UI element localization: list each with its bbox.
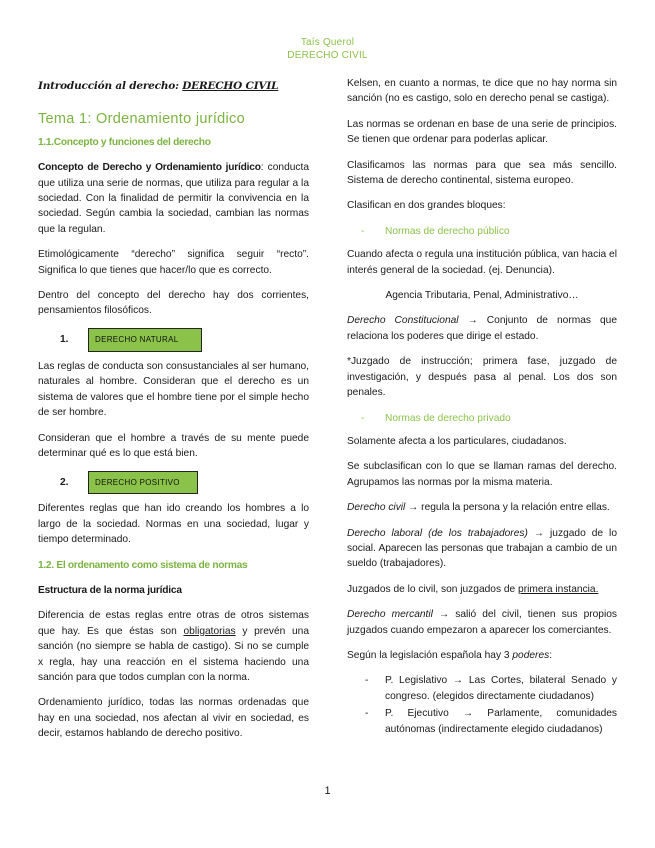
italic-term: Derecho Constitucional (347, 315, 459, 327)
paragraph (347, 582, 617, 597)
paragraph: Solamente afecta a los particulares, ciudadanos. (347, 435, 567, 447)
subheading-estructura: Estructura de la norma jurídica (38, 584, 182, 596)
document-title-subject: DERECHO CIVIL (182, 80, 279, 92)
paragraph-text: → juzgado de lo social. Aparecen las personas que trabajan a cambio de un sueldo (trabajadores). (347, 527, 617, 570)
page-number: 1 (324, 785, 331, 797)
item-number: 2. (60, 476, 69, 488)
numbered-item-1 (38, 329, 309, 351)
paragraph (38, 160, 309, 237)
paragraph: Las reglas de conducta son consustanciales al ser humano, naturales al hombre. Consideran que el derecho es un sistema de valores que el hombre tiene por el simple hecho de ser hombre. (38, 360, 309, 419)
section-heading-1-2: 1.2. El ordenamento como sistema de normas (38, 559, 248, 571)
bullet-text: Normas de derecho privado (385, 412, 511, 424)
section-heading-1-1: 1.1.Concepto y funciones del derecho (38, 136, 211, 148)
paragraph-text: → Conjunto de normas que relaciona los poderes que dirige el estado. (347, 315, 618, 342)
term-bold: Concepto de Derecho y Ordenamiento jurídico (38, 162, 261, 174)
paragraph: Kelsen, en cuanto a normas, te dice que no hay norma sin sanción (no es castigo, solo en derecho penal se castiga). (347, 78, 617, 105)
header-subject: DERECHO CIVIL (287, 50, 368, 61)
list-item (347, 673, 617, 704)
paragraph-text: y prevén una sanción (no siempre se habla de castigo). Si no se cumple x regla, hay una reacción en el sistema haciendo una sanción para que todos cumplan con la norma. (38, 625, 309, 683)
dash-icon: - (361, 412, 365, 424)
paragraph (38, 608, 309, 685)
dash-icon: - (365, 675, 369, 687)
paragraph: Consideran que el hombre a través de su mente puede determinar qué es lo que está bien. (38, 432, 309, 459)
italic-term: poderes (512, 649, 550, 661)
header-author: Taís Querol (300, 37, 355, 48)
paragraph (347, 607, 617, 638)
document-title-prefix: Introducción al derecho: (38, 80, 183, 92)
paragraph-text: → salió del civil, tienen sus propios juzgados cuando empezaron a aparecer los comerciantes. (347, 609, 617, 636)
paragraph: Ordenamiento jurídico, todas las normas ordenadas que hay en una sociedad, nos afectan al vivir en sociedad, es decir, estamos hablando de derecho positivo. (38, 697, 309, 740)
paragraph: Se subclasifican con lo que se llaman ramas del derecho. Agrupamos las normas por la misma materia. (347, 461, 617, 488)
list-item-text: P. Ejecutivo → Parlamente, comunidades autónomas (indirectamente elegido ciudadanos) (385, 708, 617, 735)
label-box-derecho-natural: DERECHO NATURAL (88, 328, 202, 351)
paragraph (347, 500, 617, 515)
paragraph: Cuando afecta o regula una institución pública, van hacia el interés general de la sociedad. (ej. Denuncia). (347, 249, 617, 276)
left-column (38, 76, 309, 752)
label-box-derecho-positivo: DERECHO POSITIVO (88, 471, 198, 494)
paragraph-text: Juzgados de lo civil, son juzgados de (347, 583, 519, 595)
list-item (347, 706, 617, 737)
bullet-derecho-privado (347, 411, 617, 426)
italic-term: Derecho mercantil (347, 609, 433, 621)
paragraph: *Juzgado de instrucción; primera fase, juzgado de investigación, y después pasa al penal. Los dos son penales. (347, 356, 617, 399)
list-item-text: P. Legislativo → Las Cortes, bilateral Senado y congreso. (elegidos directamente ciudadanos) (385, 675, 617, 702)
right-column (347, 76, 617, 739)
item-number: 1. (60, 334, 69, 346)
paragraph: Dentro del concepto del derecho hay dos corrientes, pensamientos filosóficos. (38, 290, 309, 317)
poderes-list (347, 673, 617, 737)
paragraph (347, 313, 617, 344)
document-title (38, 79, 309, 94)
underlined-term: obligatorias (183, 625, 236, 637)
paragraph (347, 648, 617, 663)
paragraph: Clasificamos las normas para que sea más sencillo. Sistema de derecho continental, sistema europeo. (347, 159, 617, 187)
bullet-derecho-publico (347, 224, 617, 239)
paragraph-text: Diferencia de estas reglas entre otras de otros sistemas que hay. Es que éstas son (38, 610, 309, 637)
bullet-text: Normas de derecho público (385, 225, 510, 237)
italic-term: Derecho laboral (de los trabajadores) (347, 527, 528, 539)
underlined-term: primera instancia. (518, 583, 599, 595)
paragraph-text: : (549, 649, 553, 661)
tema-heading: Tema 1: Ordenamiento jurídico (38, 111, 245, 128)
dash-icon: - (361, 225, 365, 237)
paragraph-text: → regula la persona y la relación entre ellas. (405, 502, 610, 514)
paragraph-text: : conducta que utiliza una serie de normas, que utiliza para regular a la sociedad. Con la finalidad de permitir la convivencia en la sociedad. Según cambia la sociedad, cambian las normas que la regulan. (38, 162, 309, 235)
numbered-item-2 (38, 471, 309, 493)
paragraph-centered: Agencia Tributaria, Penal, Administrativo… (385, 290, 579, 302)
dash-icon: - (365, 708, 369, 720)
paragraph: Las normas se ordenan en base de una serie de principios. Se tienen que ordenar para poderlas aplicar. (347, 118, 617, 146)
paragraph: Diferentes reglas que han ido creando los hombres a lo largo de la sociedad. Normas en una sociedad, lugar y tiempo determinado. (38, 503, 309, 546)
italic-term: Derecho civil (347, 502, 406, 514)
paragraph (347, 526, 617, 572)
paragraph: Etimológicamente “derecho” significa seguir “recto”. Significa lo que tienes que hacer/lo que es correcto. (38, 249, 309, 276)
paragraph-text: Según la legislación española hay 3 (347, 649, 513, 661)
paragraph: Clasifican en dos grandes bloques: (347, 200, 506, 212)
